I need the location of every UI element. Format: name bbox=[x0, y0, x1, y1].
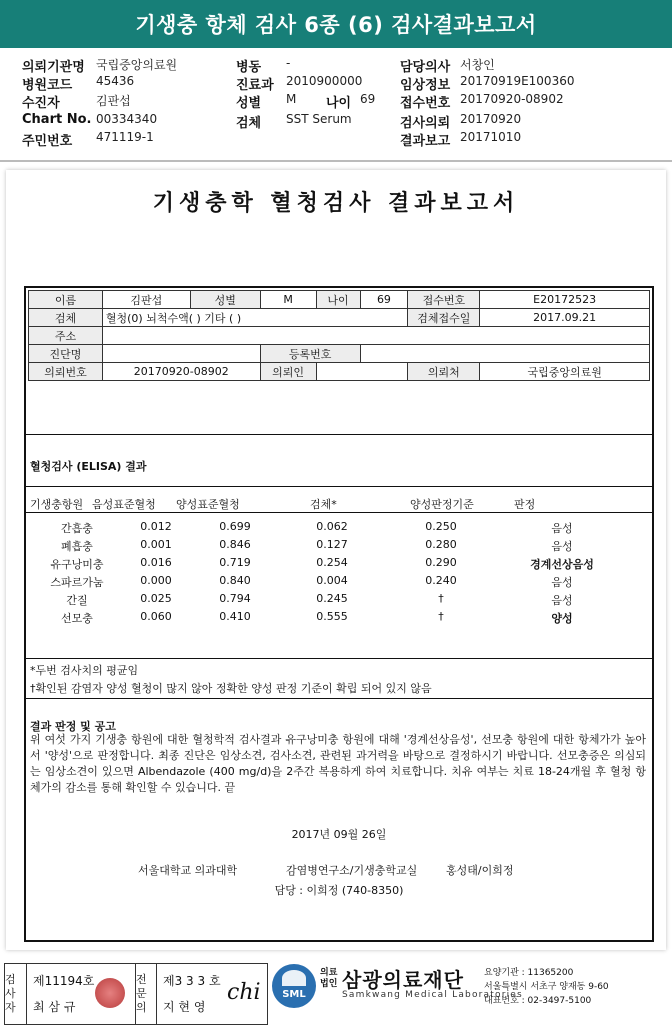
logo-leaf-icon bbox=[282, 970, 306, 986]
report-banner-title: 기생충 항체 검사 6종 (6) 검사결과보고서 bbox=[0, 0, 672, 48]
result-pos-std: 0.840 bbox=[219, 574, 251, 587]
receipt-label: 접수번호 bbox=[400, 96, 451, 111]
form-receipt-value: E20172523 bbox=[480, 291, 650, 309]
result-specimen: 0.062 bbox=[316, 520, 348, 533]
result-judgement: 음성 bbox=[551, 540, 573, 553]
result-cutoff: 0.240 bbox=[425, 574, 457, 587]
result-pos-std: 0.699 bbox=[219, 520, 251, 533]
result-neg-std: 0.000 bbox=[140, 574, 172, 587]
divider bbox=[26, 658, 652, 659]
result-pos-std: 0.410 bbox=[219, 610, 251, 623]
form-address-value bbox=[102, 327, 649, 345]
report-frame bbox=[24, 286, 654, 942]
result-neg-std: 0.060 bbox=[140, 610, 172, 623]
result-cutoff: † bbox=[438, 610, 444, 623]
result-row bbox=[26, 592, 648, 610]
form-reqno-label: 의뢰번호 bbox=[29, 363, 103, 381]
result-cutoff: 0.280 bbox=[425, 538, 457, 551]
result-specimen: 0.254 bbox=[316, 556, 348, 569]
divider bbox=[26, 486, 652, 487]
document-title: 기생충학 혈청검사 결과보고서 bbox=[152, 190, 520, 216]
patient-info-header bbox=[0, 52, 672, 160]
dept-label: 진료과 bbox=[236, 78, 274, 93]
form-specimen-value: 혈청(0) 뇌척수액( ) 기타 ( ) bbox=[102, 309, 407, 327]
clinical-label: 임상정보 bbox=[400, 78, 451, 93]
chart-label: Chart No. bbox=[22, 112, 92, 127]
header-antigen: 기생충항원 bbox=[30, 498, 84, 511]
org-english-name: Samkwang Medical Laboratories bbox=[342, 990, 523, 1000]
form-requestee-value: 국립중앙의료원 bbox=[480, 363, 650, 381]
elisa-section-title: 혈청검사 (ELISA) 결과 bbox=[30, 460, 147, 473]
result-neg-std: 0.012 bbox=[140, 520, 172, 533]
report-value: 20171010 bbox=[460, 130, 522, 144]
form-sex-value: M bbox=[260, 291, 316, 309]
form-regno-label: 등록번호 bbox=[260, 345, 360, 363]
tester-seal bbox=[95, 978, 125, 1008]
code-value: 45436 bbox=[96, 74, 135, 88]
report-date: 2017년 09월 26일 bbox=[291, 828, 387, 841]
result-antigen: 유구낭미충 bbox=[50, 558, 104, 571]
contact-info: 담당 : 이희정 (740-8350) bbox=[274, 884, 404, 897]
scanned-report bbox=[6, 170, 666, 950]
org-type: 의료법인 bbox=[320, 968, 338, 989]
dept-value: 2010900000 bbox=[286, 74, 363, 88]
result-judgement: 음성 bbox=[551, 594, 573, 607]
results-header bbox=[30, 496, 650, 512]
specimen-label: 검체 bbox=[236, 116, 262, 131]
tester-name: 최 삼 규 bbox=[33, 1000, 76, 1014]
sex-value: M bbox=[286, 92, 297, 106]
rrn-label: 주민번호 bbox=[22, 134, 73, 149]
result-judgement: 경계선상음성 bbox=[530, 558, 594, 571]
age-value: 69 bbox=[360, 92, 376, 106]
org-code: 요양기관 : 11365200 bbox=[484, 968, 574, 978]
form-receipt-label: 접수번호 bbox=[408, 291, 480, 309]
org-address: 서울특별시 서초구 양재동 9-60 bbox=[484, 982, 609, 992]
examiner-name: 지 현 영 bbox=[163, 1000, 206, 1014]
org-phone: 대표번호 : 02-3497-5100 bbox=[484, 996, 592, 1006]
hospital-label: 의뢰기관명 bbox=[22, 60, 85, 75]
form-sex-label: 성별 bbox=[190, 291, 260, 309]
examiner-signature: chi bbox=[227, 980, 261, 1005]
report-footer bbox=[0, 960, 672, 1028]
report-label: 결과보고 bbox=[400, 134, 451, 149]
examiner-license: 제3 3 3 호 bbox=[163, 974, 221, 988]
result-pos-std: 0.846 bbox=[219, 538, 251, 551]
note-average: *두번 검사치의 평균임 bbox=[30, 664, 139, 677]
result-neg-std: 0.016 bbox=[140, 556, 172, 569]
form-specimen-label: 검체 bbox=[29, 309, 103, 327]
note-cutoff: †확인된 감염자 양성 혈청이 많지 않아 정확한 양성 판정 기준이 확립 되어 있지 않음 bbox=[30, 682, 432, 695]
result-judgement: 양성 bbox=[551, 612, 573, 625]
divider bbox=[26, 698, 652, 699]
form-requestee-label: 의뢰처 bbox=[408, 363, 480, 381]
form-age-label: 나이 bbox=[316, 291, 360, 309]
result-row bbox=[26, 556, 648, 574]
divider bbox=[26, 512, 652, 513]
result-row bbox=[26, 520, 648, 538]
form-address-label: 주소 bbox=[29, 327, 103, 345]
doctor-value: 서창인 bbox=[460, 58, 495, 72]
result-specimen: 0.004 bbox=[316, 574, 348, 587]
specimen-value: SST Serum bbox=[286, 112, 352, 126]
tester-license: 제11194호 bbox=[33, 974, 95, 988]
result-specimen: 0.127 bbox=[316, 538, 348, 551]
result-antigen: 간질 bbox=[66, 594, 88, 607]
conclusion-text: 위 여섯 가지 기생충 항원에 대한 혈청학적 검사결과 유구낭미충 항원에 대해 '경계선상음성', 선모충 항원에 대한 항체가가 높아서 '양성'으로 판정합니다. 최종 진단은 임상소견, 검사소견, 관련된 과거력을 바탕으로 결정하시기 바랍니다. 선모충증은 의심되는 임상소견이 있으면 Albendazole (400 mg/d)을 2주간 복용하게 하여 치료합니다. 치유 여부는 치료 18-24개월 후 혈청 항체가의 감소를 통해 확인할 수 있습니다. 끝 bbox=[30, 733, 646, 794]
sex-label: 성별 bbox=[236, 96, 262, 111]
examiner-label: 전문의 bbox=[135, 964, 157, 1024]
chart-value: 00334340 bbox=[96, 112, 158, 126]
result-antigen: 폐흡충 bbox=[61, 540, 93, 553]
form-requester-value bbox=[316, 363, 408, 381]
result-specimen: 0.245 bbox=[316, 592, 348, 605]
result-antigen: 선모충 bbox=[61, 612, 93, 625]
age-label: 나이 bbox=[326, 96, 352, 111]
header-pos-std: 양성표준혈청 bbox=[176, 498, 240, 511]
form-age-value: 69 bbox=[360, 291, 408, 309]
form-name-value: 김판섭 bbox=[102, 291, 190, 309]
result-row bbox=[26, 574, 648, 592]
form-reqno-value: 20170920-08902 bbox=[102, 363, 260, 381]
header-divider bbox=[0, 160, 672, 162]
rrn-value: 471119-1 bbox=[96, 130, 154, 144]
divider bbox=[26, 434, 652, 435]
result-cutoff: † bbox=[438, 592, 444, 605]
clinical-value: 20170919E100360 bbox=[460, 74, 575, 88]
request-form-table bbox=[28, 290, 650, 381]
form-date-label: 검체접수일 bbox=[408, 309, 480, 327]
result-judgement: 음성 bbox=[551, 522, 573, 535]
sml-logo: SML bbox=[272, 964, 316, 1008]
receipt-value: 20170920-08902 bbox=[460, 92, 564, 106]
result-cutoff: 0.290 bbox=[425, 556, 457, 569]
header-neg-std: 음성표준혈청 bbox=[92, 498, 156, 511]
form-diagnosis-value bbox=[102, 345, 260, 363]
doctor-label: 담당의사 bbox=[400, 60, 451, 75]
result-cutoff: 0.250 bbox=[425, 520, 457, 533]
header-judgement: 판정 bbox=[514, 498, 536, 511]
header-cutoff: 양성판정기준 bbox=[410, 498, 474, 511]
header-specimen: 검체* bbox=[310, 498, 337, 511]
form-date-value: 2017.09.21 bbox=[480, 309, 650, 327]
result-row bbox=[26, 538, 648, 556]
conclusion-title: 결과 판정 및 공고 bbox=[30, 720, 116, 733]
form-requester-label: 의뢰인 bbox=[260, 363, 316, 381]
result-antigen: 간흡충 bbox=[61, 522, 93, 535]
tester-label: 검사자 bbox=[5, 964, 27, 1024]
form-regno-value bbox=[360, 345, 650, 363]
result-specimen: 0.555 bbox=[316, 610, 348, 623]
form-diagnosis-label: 진단명 bbox=[29, 345, 103, 363]
signature-box bbox=[4, 963, 268, 1025]
result-pos-std: 0.719 bbox=[219, 556, 251, 569]
hospital-value: 국립중앙의료원 bbox=[96, 58, 178, 72]
request-value: 20170920 bbox=[460, 112, 522, 126]
people-names: 홍성태/이희정 bbox=[446, 864, 514, 877]
lab-name: 감염병연구소/기생충학교실 bbox=[286, 864, 418, 877]
result-neg-std: 0.001 bbox=[140, 538, 172, 551]
name-label: 수진자 bbox=[22, 96, 60, 111]
name-value: 김판섭 bbox=[96, 94, 131, 108]
university-name: 서울대학교 의과대학 bbox=[138, 864, 238, 877]
ward-value: - bbox=[286, 56, 291, 70]
result-row bbox=[26, 610, 648, 628]
result-antigen: 스파르가눔 bbox=[50, 576, 104, 589]
org-info bbox=[484, 966, 609, 1008]
result-pos-std: 0.794 bbox=[219, 592, 251, 605]
result-judgement: 음성 bbox=[551, 576, 573, 589]
result-neg-std: 0.025 bbox=[140, 592, 172, 605]
request-label: 검사의뢰 bbox=[400, 116, 451, 131]
code-label: 병원코드 bbox=[22, 78, 73, 93]
ward-label: 병동 bbox=[236, 60, 262, 75]
form-name-label: 이름 bbox=[29, 291, 103, 309]
org-name: 삼광의료재단 bbox=[342, 968, 464, 992]
